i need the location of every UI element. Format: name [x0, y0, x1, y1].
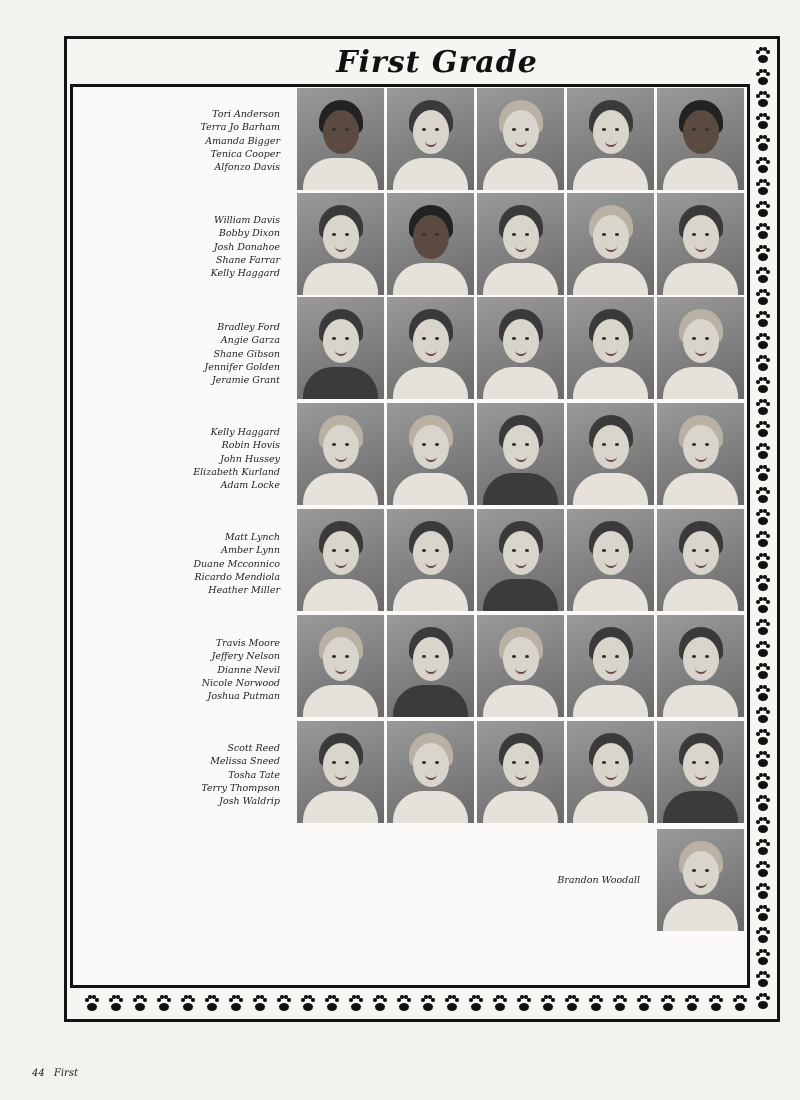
student-name: Melissa Sneed — [210, 756, 280, 768]
student-photo — [567, 721, 654, 823]
paw-border-bottom — [78, 990, 758, 1016]
paw-print-icon — [756, 509, 770, 525]
paw-print-icon — [709, 995, 723, 1011]
student-name: Bobby Dixon — [218, 228, 280, 240]
paw-print-icon — [756, 135, 770, 151]
paw-print-icon — [756, 377, 770, 393]
name-list-row-7 — [120, 742, 280, 808]
paw-print-icon — [756, 223, 770, 239]
student-name: Ricardo Mendiola — [194, 571, 280, 583]
paw-print-icon — [493, 995, 507, 1011]
paw-print-icon — [685, 995, 699, 1011]
paw-print-icon — [756, 443, 770, 459]
paw-print-icon — [133, 995, 147, 1011]
student-name: John Hussey — [220, 453, 280, 465]
student-name: Alfonzo Davis — [214, 162, 280, 174]
paw-print-icon — [756, 729, 770, 745]
student-name: Kelly Haggard — [210, 427, 280, 438]
student-name: Matt Lynch — [224, 532, 280, 543]
paw-print-icon — [756, 971, 770, 987]
student-name: Joshua Putman — [207, 691, 280, 703]
paw-print-icon — [613, 995, 627, 1011]
student-name: Josh Waldrip — [219, 796, 280, 808]
student-name: Amber Lynn — [221, 545, 280, 557]
student-photo — [297, 615, 384, 717]
page-title: First Grade — [336, 44, 538, 80]
paw-print-icon — [541, 995, 555, 1011]
student-photo — [657, 193, 744, 295]
name-list-row-4 — [120, 426, 280, 492]
student-photo — [567, 509, 654, 611]
student-name: Josh Donahoe — [213, 241, 280, 253]
name-list-row-1 — [120, 108, 280, 174]
student-name: Angie Garza — [220, 335, 280, 347]
section-label: First — [53, 1068, 78, 1079]
student-photo — [477, 721, 564, 823]
paw-print-icon — [109, 995, 123, 1011]
student-name: Jeramie Grant — [211, 375, 280, 387]
student-photo — [657, 297, 744, 399]
student-photo — [387, 509, 474, 611]
paw-print-icon — [756, 707, 770, 723]
name-list-row-5 — [120, 531, 280, 597]
student-photo — [477, 88, 564, 190]
paw-print-icon — [756, 685, 770, 701]
paw-print-icon — [756, 113, 770, 129]
student-photo — [297, 88, 384, 190]
student-name: Terry Thompson — [201, 782, 280, 794]
student-photo — [567, 615, 654, 717]
paw-print-icon — [752, 44, 774, 1010]
paw-print-icon — [756, 641, 770, 657]
student-photo — [387, 88, 474, 190]
paw-print-icon — [756, 993, 770, 1009]
student-name: Elizabeth Kurland — [193, 466, 280, 478]
paw-print-icon — [756, 399, 770, 415]
paw-print-icon — [756, 311, 770, 327]
student-name: Bradley Ford — [217, 322, 280, 333]
paw-print-icon — [756, 575, 770, 591]
paw-print-icon — [469, 995, 483, 1011]
student-name: Brandon Woodall — [557, 875, 640, 886]
student-name: Tosha Tate — [228, 769, 280, 781]
name-list-row-3 — [120, 321, 280, 387]
paw-print-icon — [253, 995, 267, 1011]
paw-print-icon — [565, 995, 579, 1011]
paw-print-icon — [756, 663, 770, 679]
page-footer — [32, 1068, 84, 1079]
student-photo — [567, 88, 654, 190]
paw-print-icon — [397, 995, 411, 1011]
paw-print-icon — [756, 817, 770, 833]
student-name: William Davis — [213, 215, 280, 226]
paw-print-icon — [756, 421, 770, 437]
student-photo — [477, 509, 564, 611]
student-name: Tenica Cooper — [210, 148, 280, 160]
paw-print-icon — [756, 487, 770, 503]
paw-print-icon — [589, 995, 603, 1011]
student-name: Terra Jo Barham — [200, 122, 280, 134]
student-name: Jeffery Nelson — [211, 651, 280, 663]
student-name: Scott Reed — [227, 743, 280, 754]
student-photo — [297, 193, 384, 295]
student-name: Duane Mcconnico — [193, 558, 280, 570]
paw-print-icon — [85, 995, 99, 1011]
paw-print-icon — [756, 465, 770, 481]
paw-print-icon — [756, 905, 770, 921]
paw-print-icon — [756, 47, 770, 63]
title-banner — [64, 36, 780, 88]
student-photo — [657, 615, 744, 717]
paw-print-icon — [756, 773, 770, 789]
paw-print-icon — [181, 995, 195, 1011]
paw-print-icon — [661, 995, 675, 1011]
student-photo — [387, 721, 474, 823]
name-list-row-6 — [120, 637, 280, 703]
paw-print-icon — [756, 157, 770, 173]
paw-print-icon — [756, 597, 770, 613]
page-number: 44 — [32, 1068, 45, 1079]
student-photo — [567, 193, 654, 295]
paw-print-icon — [733, 995, 747, 1011]
student-photo — [297, 721, 384, 823]
paw-border-right — [752, 44, 774, 1010]
paw-print-icon — [277, 995, 291, 1011]
student-name: Kelly Haggard — [210, 268, 280, 280]
student-photo — [657, 88, 744, 190]
paw-print-icon — [637, 995, 651, 1011]
student-photo — [477, 403, 564, 505]
student-photo — [387, 615, 474, 717]
paw-print-icon — [756, 355, 770, 371]
student-name: Travis Moore — [215, 638, 280, 649]
paw-print-icon — [756, 751, 770, 767]
student-photo — [657, 403, 744, 505]
paw-print-icon — [756, 949, 770, 965]
paw-print-icon — [756, 245, 770, 261]
paw-print-icon — [349, 995, 363, 1011]
student-photo — [297, 297, 384, 399]
paw-print-icon — [756, 795, 770, 811]
paw-print-icon — [756, 883, 770, 899]
paw-print-icon — [229, 995, 243, 1011]
paw-print-icon — [517, 995, 531, 1011]
student-photo — [477, 297, 564, 399]
student-name: Dianne Nevil — [217, 664, 280, 676]
student-name: Shane Farrar — [216, 254, 280, 266]
student-photo — [477, 615, 564, 717]
student-name: Adam Locke — [220, 480, 280, 492]
student-name: Amanda Bigger — [205, 135, 280, 147]
paw-print-icon — [756, 927, 770, 943]
paw-print-icon — [756, 289, 770, 305]
student-name: Shane Gibson — [213, 348, 280, 360]
student-photo — [567, 297, 654, 399]
paw-print-icon — [373, 995, 387, 1011]
paw-print-icon — [421, 995, 435, 1011]
student-name: Heather Miller — [208, 585, 280, 597]
paw-print-icon — [756, 69, 770, 85]
student-name: Jennifer Golden — [204, 361, 280, 373]
student-photo — [387, 297, 474, 399]
student-photo — [657, 829, 744, 931]
student-photo — [387, 193, 474, 295]
student-photo — [297, 509, 384, 611]
student-photo — [297, 403, 384, 505]
paw-print-icon — [756, 333, 770, 349]
paw-print-icon — [445, 995, 459, 1011]
student-name: Tori Anderson — [212, 109, 280, 120]
student-photo — [477, 193, 564, 295]
paw-print-icon — [78, 990, 758, 1016]
student-photo — [567, 403, 654, 505]
paw-print-icon — [205, 995, 219, 1011]
student-photo — [657, 509, 744, 611]
paw-print-icon — [756, 553, 770, 569]
paw-print-icon — [756, 839, 770, 855]
paw-print-icon — [756, 531, 770, 547]
student-name: Nicole Norwood — [201, 677, 280, 689]
paw-print-icon — [756, 91, 770, 107]
paw-print-icon — [756, 619, 770, 635]
paw-print-icon — [325, 995, 339, 1011]
paw-print-icon — [756, 861, 770, 877]
paw-print-icon — [157, 995, 171, 1011]
paw-print-icon — [756, 267, 770, 283]
paw-print-icon — [756, 201, 770, 217]
student-photo — [657, 721, 744, 823]
paw-print-icon — [756, 179, 770, 195]
paw-print-icon — [301, 995, 315, 1011]
name-list-row-2 — [120, 214, 280, 280]
student-photo — [387, 403, 474, 505]
student-name: Robin Hovis — [221, 440, 280, 452]
